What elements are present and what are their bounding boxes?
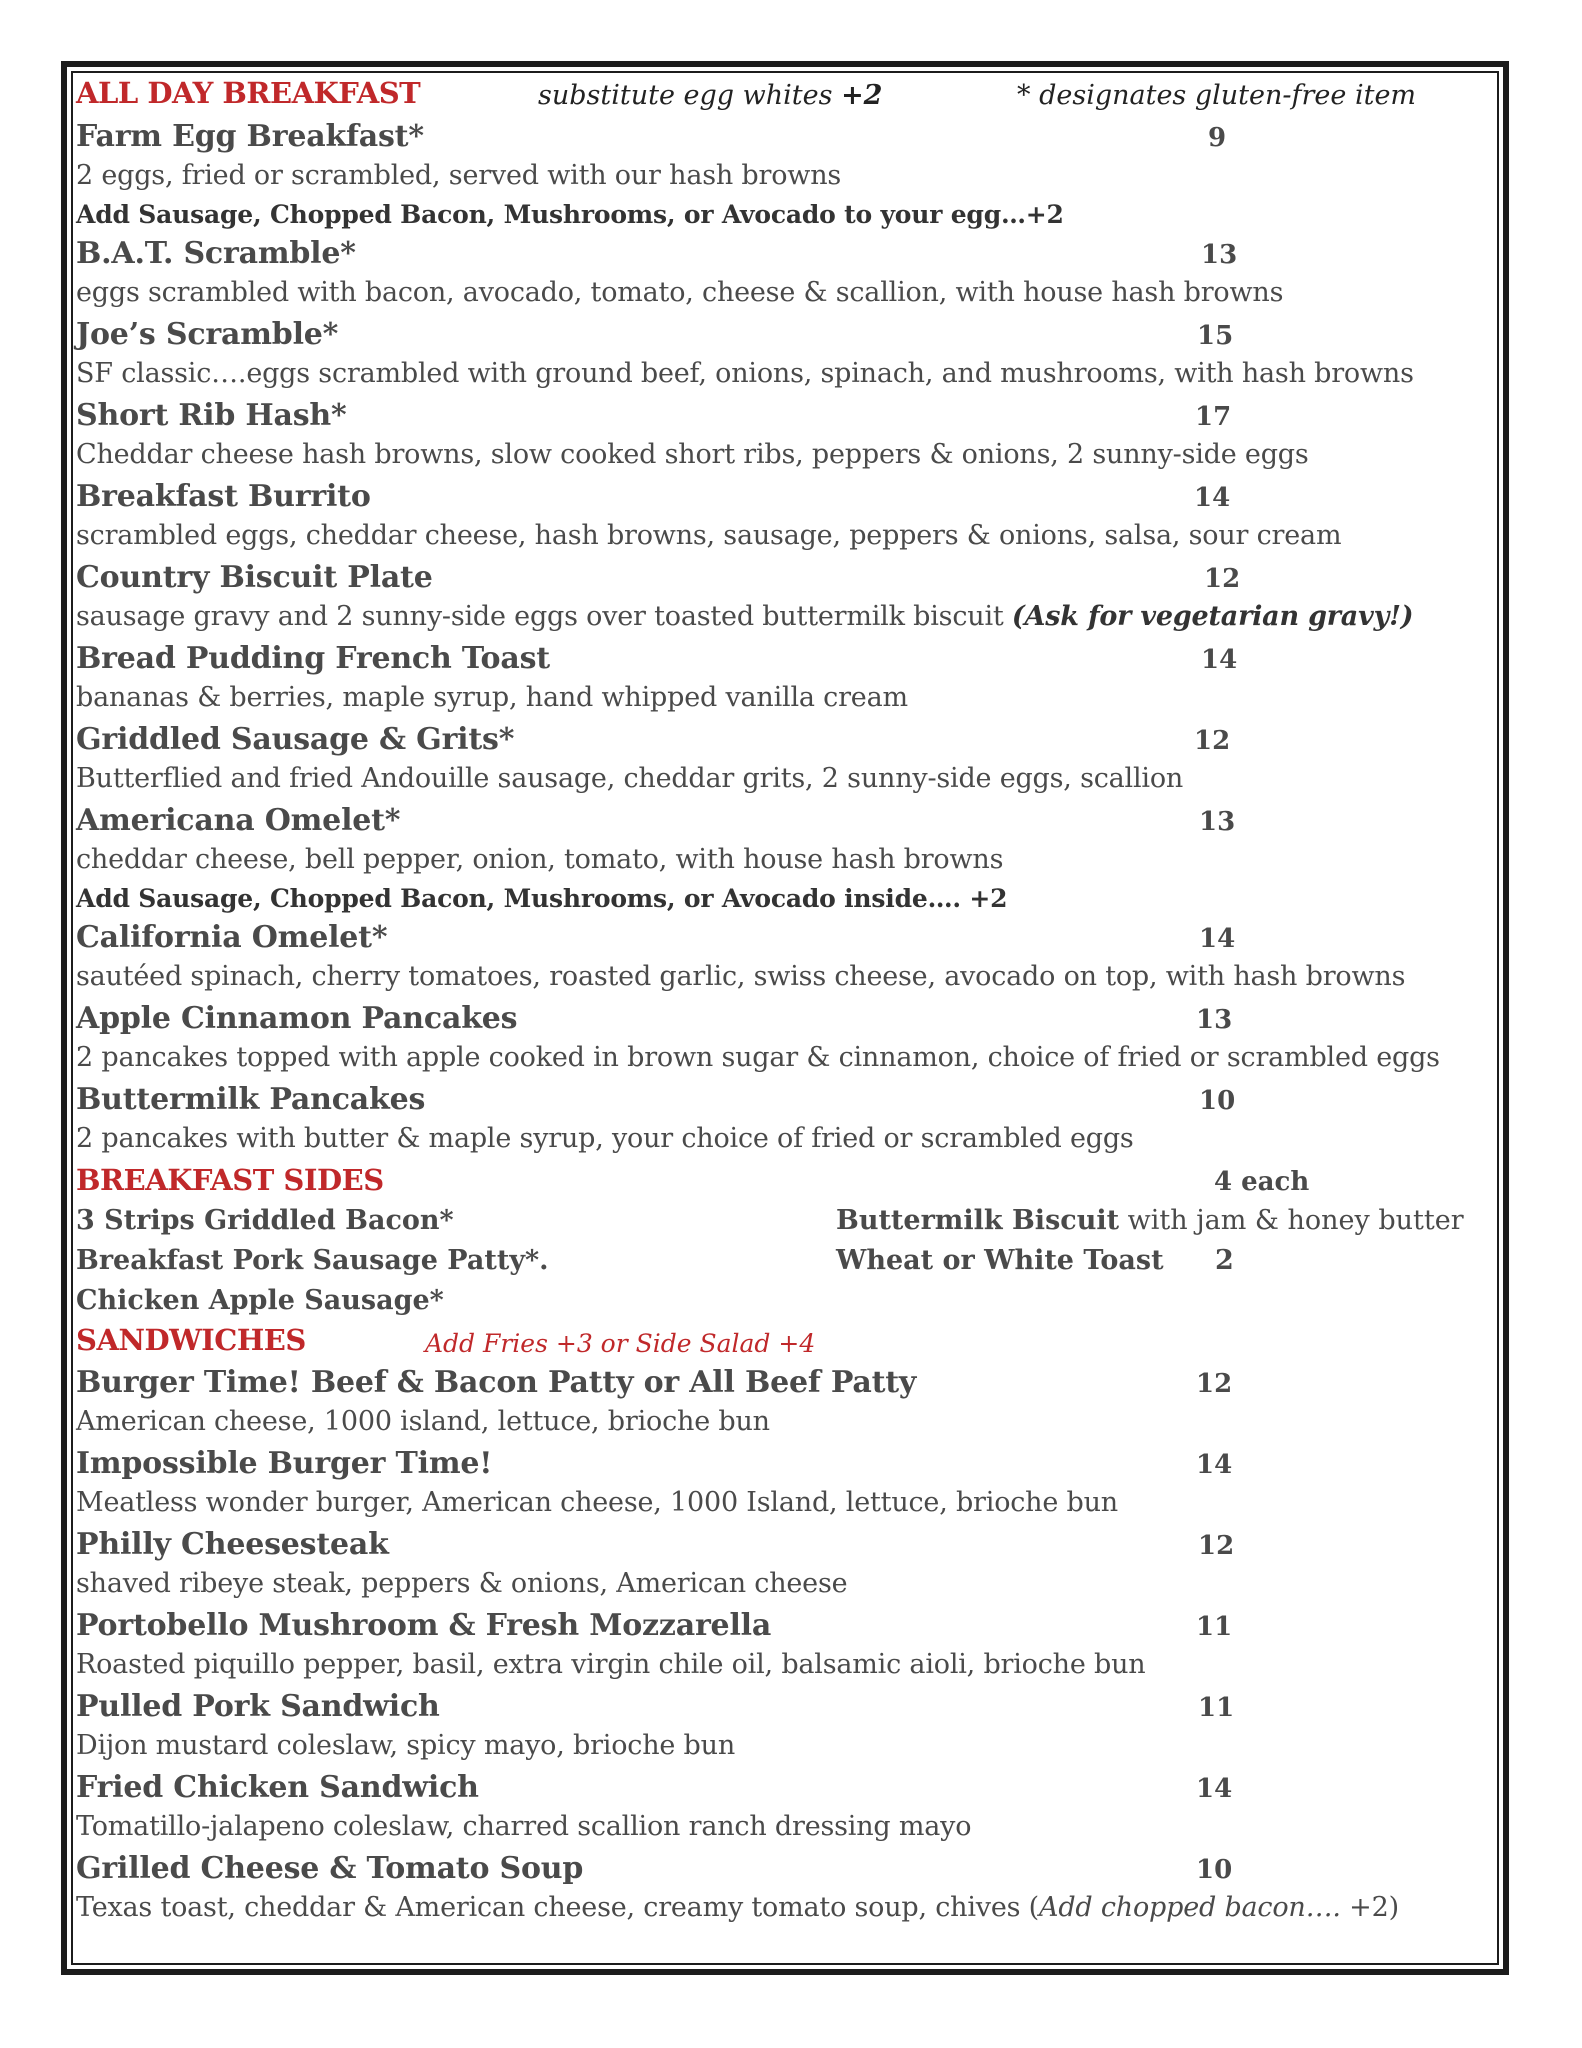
item-description: eggs scrambled with bacon, avocado, tomato, cheese & scallion, with house hash browns: [76, 277, 1284, 308]
item-name: Pulled Pork Sandwich: [76, 1689, 440, 1724]
item-description: American cheese, 1000 island, lettuce, brioche bun: [76, 1406, 770, 1437]
item-description: Meatless wonder burger, American cheese, 1000 Island, lettuce, brioche bun: [76, 1487, 1118, 1518]
menu-item: [76, 315, 1496, 356]
item-price: 9: [1208, 123, 1227, 153]
item-description: SF classic….eggs scrambled with ground beef, onions, spinach, and mushrooms, with hash browns: [76, 358, 1414, 389]
item-name: Apple Cinnamon Pancakes: [76, 1001, 518, 1036]
menu-item: [76, 639, 1496, 680]
sandwiches-header: [76, 1321, 1496, 1363]
item-name: Impossible Burger Time!: [76, 1446, 493, 1481]
item-name: California Omelet*: [76, 920, 388, 955]
menu-item: [76, 801, 1496, 842]
menu-item: [76, 558, 1496, 599]
menu-item: [76, 918, 1496, 959]
item-price: 10: [1196, 1855, 1233, 1885]
breakfast-header: [76, 74, 1496, 117]
menu-item: [76, 1849, 1496, 1890]
menu-item: [76, 234, 1496, 275]
item-description: Cheddar cheese hash browns, slow cooked short ribs, peppers & onions, 2 sunny-side eggs: [76, 439, 1309, 470]
item-description: 2 pancakes with butter & maple syrup, your choice of fried or scrambled eggs: [76, 1123, 1134, 1154]
item-description: bananas & berries, maple syrup, hand whipped vanilla cream: [76, 682, 908, 713]
item-name: Bread Pudding French Toast: [76, 641, 550, 676]
item-price: 12: [1196, 1369, 1233, 1399]
item-price: 11: [1198, 1693, 1235, 1723]
item-description: sausage gravy and 2 sunny-side eggs over toasted buttermilk biscuit (Ask for vegetarian gravy!): [76, 601, 1414, 632]
item-name: B.A.T. Scramble*: [76, 236, 356, 271]
breakfast-section-title: ALL DAY BREAKFAST: [76, 76, 421, 110]
item-name: Joe’s Scramble*: [76, 317, 339, 352]
sides-header: [76, 1161, 1496, 1203]
menu-item: [76, 1606, 1496, 1647]
breakfast-items: [76, 117, 1496, 1161]
sandwiches-section-title: SANDWICHES: [76, 1323, 306, 1357]
menu-item: [76, 1363, 1496, 1404]
item-description: sautéed spinach, cherry tomatoes, roasted garlic, swiss cheese, avocado on top, with hash browns: [76, 961, 1406, 992]
item-price: 15: [1197, 321, 1234, 351]
item-description: cheddar cheese, bell pepper, onion, tomato, with house hash browns: [76, 844, 1004, 875]
vegetarian-gravy-note: (Ask for vegetarian gravy!): [1011, 601, 1414, 632]
side-item: Wheat or White Toast: [836, 1245, 1164, 1276]
sides-price-note: 4 each: [1214, 1167, 1310, 1197]
menu-item: [76, 1525, 1496, 1566]
item-description: Dijon mustard coleslaw, spicy mayo, brioche bun: [76, 1730, 736, 1761]
item-description: scrambled eggs, cheddar cheese, hash browns, sausage, peppers & onions, salsa, sour cream: [76, 520, 1342, 551]
bacon-addon-note: Add chopped bacon….: [1039, 1892, 1341, 1923]
side-item: 3 Strips Griddled Bacon*: [76, 1205, 454, 1236]
item-name: Americana Omelet*: [76, 803, 401, 838]
item-price: 14: [1201, 645, 1238, 675]
item-price: 10: [1199, 1086, 1236, 1116]
menu-item: [76, 1768, 1496, 1809]
item-name: Short Rib Hash*: [76, 398, 347, 433]
menu-item: [76, 1444, 1496, 1485]
item-price: 12: [1204, 564, 1241, 594]
item-price: 11: [1196, 1612, 1233, 1642]
item-addon: Add Sausage, Chopped Bacon, Mushrooms, or Avocado inside…. +2: [76, 884, 1008, 913]
menu-item: [76, 1080, 1496, 1121]
side-item: Chicken Apple Sausage*: [76, 1285, 444, 1316]
side-item: Breakfast Pork Sausage Patty*.: [76, 1245, 549, 1276]
menu-item: [76, 477, 1496, 518]
menu-item: [76, 999, 1496, 1040]
item-name: Philly Cheesesteak: [76, 1527, 389, 1562]
side-price: 2: [1215, 1245, 1234, 1276]
item-name: Grilled Cheese & Tomato Soup: [76, 1851, 584, 1886]
egg-whites-note: substitute egg whites +2: [538, 80, 883, 111]
menu-item: [76, 117, 1496, 158]
item-price: 13: [1199, 807, 1236, 837]
item-name: Griddled Sausage & Grits*: [76, 722, 515, 757]
menu-item: [76, 1687, 1496, 1728]
menu-item: [76, 396, 1496, 437]
item-description: Butterflied and fried Andouille sausage, cheddar grits, 2 sunny-side eggs, scallion: [76, 763, 1184, 794]
item-name: Country Biscuit Plate: [76, 560, 433, 595]
item-price: 14: [1196, 1450, 1233, 1480]
item-name: Burger Time! Beef & Bacon Patty or All Beef Patty: [76, 1365, 917, 1400]
menu-item: [76, 720, 1496, 761]
sides-section-title: BREAKFAST SIDES: [76, 1163, 384, 1197]
side-item: Buttermilk Biscuit with jam & honey butter: [836, 1205, 1464, 1236]
item-name: Portobello Mushroom & Fresh Mozzarella: [76, 1608, 772, 1643]
sides-row: [76, 1203, 1496, 1243]
item-description: Roasted piquillo pepper, basil, extra virgin chile oil, balsamic aioli, brioche bun: [76, 1649, 1146, 1680]
menu-page: [76, 74, 1496, 1930]
sandwiches-note: Add Fries +3 or Side Salad +4: [425, 1329, 816, 1358]
item-price: 13: [1201, 240, 1238, 270]
gluten-free-note: * designates gluten-free item: [1017, 80, 1417, 111]
item-description: Tomatillo-jalapeno coleslaw, charred scallion ranch dressing mayo: [76, 1811, 972, 1842]
sandwich-items: [76, 1363, 1496, 1930]
item-description: 2 eggs, fried or scrambled, served with our hash browns: [76, 160, 842, 191]
item-price: 12: [1198, 1531, 1235, 1561]
item-description: shaved ribeye steak, peppers & onions, American cheese: [76, 1568, 848, 1599]
item-description: 2 pancakes topped with apple cooked in brown sugar & cinnamon, choice of fried or scrambled eggs: [76, 1042, 1440, 1073]
item-price: 13: [1196, 1005, 1233, 1035]
item-name: Breakfast Burrito: [76, 479, 371, 514]
item-price: 12: [1194, 726, 1231, 756]
item-price: 14: [1199, 924, 1236, 954]
item-name: Farm Egg Breakfast*: [76, 119, 424, 154]
item-name: Fried Chicken Sandwich: [76, 1770, 479, 1805]
item-price: 14: [1194, 483, 1231, 513]
item-price: 17: [1195, 402, 1232, 432]
item-addon: Add Sausage, Chopped Bacon, Mushrooms, or Avocado to your egg…+2: [76, 200, 1064, 229]
sides-row: [76, 1243, 1496, 1283]
sides-row: [76, 1283, 1496, 1321]
item-price: 14: [1196, 1774, 1233, 1804]
item-name: Buttermilk Pancakes: [76, 1082, 426, 1117]
item-description: Texas toast, cheddar & American cheese, creamy tomato soup, chives (Add chopped bacon…. +2): [76, 1892, 1399, 1923]
